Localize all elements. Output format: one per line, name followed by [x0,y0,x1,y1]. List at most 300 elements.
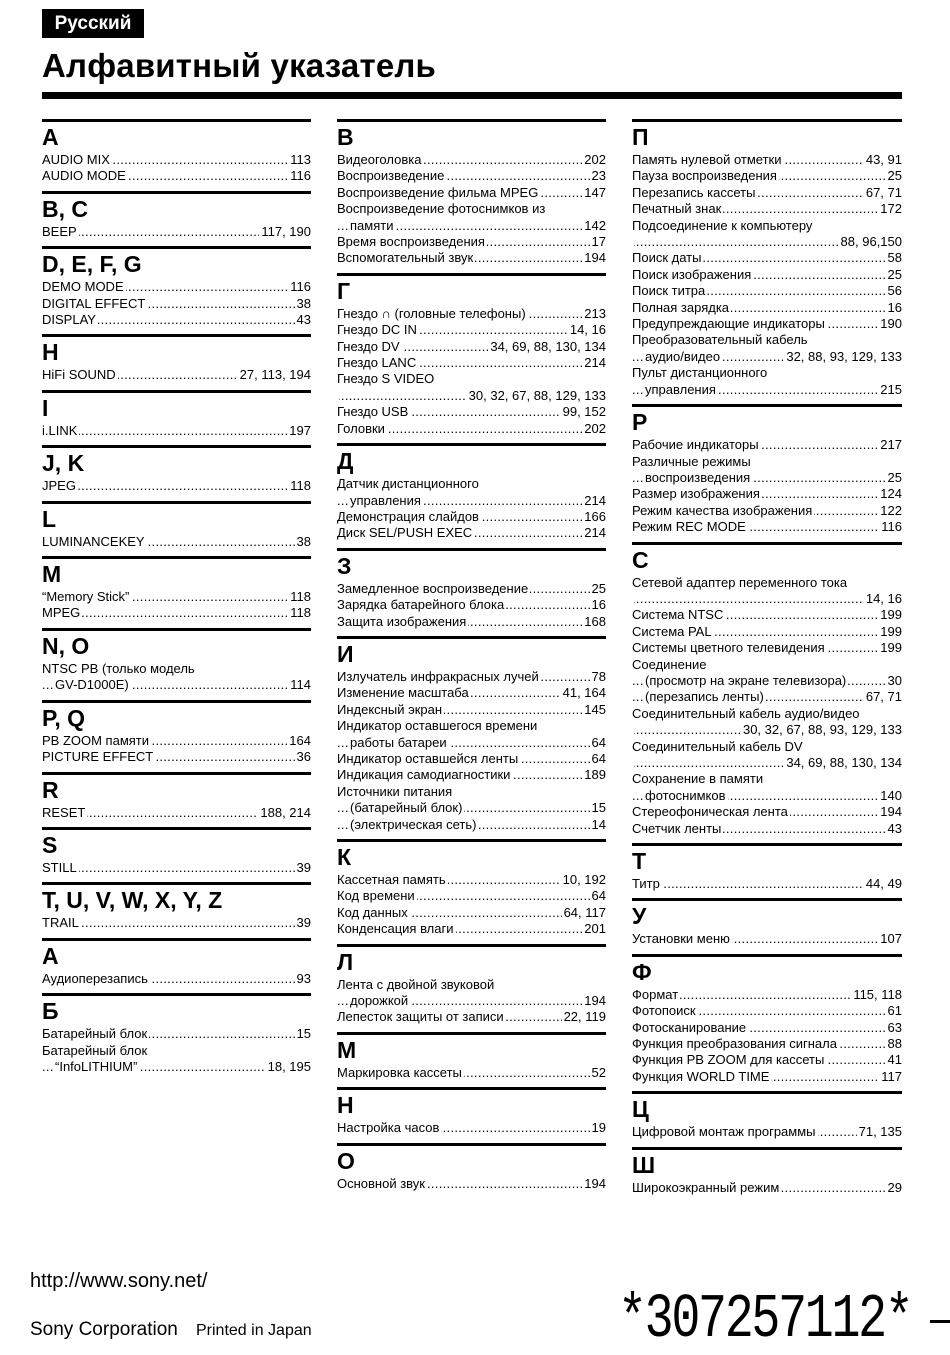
index-entry [337,201,606,217]
index-section [632,898,902,947]
entry-text: Источники питания [337,783,453,799]
index-column-2 [337,119,606,1198]
entry-text: Печатный знак [632,201,722,217]
entry-pages: 197 [289,422,311,438]
entry-text: Лента с двойной звуковой [337,976,495,992]
entry-text: Изменение масштаба [337,685,469,701]
index-entry [337,306,606,322]
entry-pages: 32, 88, 93, 129, 133 [786,348,902,364]
entry-text: воспроизведения [645,469,751,485]
index-entry [632,624,902,640]
entry-pages: 122 [880,502,902,518]
entry-text: памяти [350,217,394,233]
index-entry [337,234,606,250]
entry-pages: 142 [584,217,606,233]
index-column-1 [42,119,311,1081]
entry-text: Лепесток защиты от записи [337,1009,504,1025]
index-entry [337,702,606,718]
index-entry [632,1052,902,1068]
entry-text: Цифровой монтаж программы [632,1124,816,1140]
website-url[interactable]: http://www.sony.net/ [30,1270,208,1292]
section-letter: Л [337,948,354,975]
entry-pages: 217 [880,437,902,453]
entry-pages: 115, 118 [853,986,902,1002]
entry-text: PICTURE EFFECT [42,749,154,765]
index-column-3 [632,119,902,1202]
entry-text: Батарейный блок [42,1042,148,1058]
entry-pages: 213 [584,305,606,321]
entry-pages: 199 [880,640,902,656]
index-entry [632,300,902,316]
index-entry [337,493,606,509]
entry-text: “Memory Stick” [42,589,130,605]
entry-pages: 93 [296,970,311,986]
entry-text: Замедленное воспроизведение [337,580,529,596]
section-letter: У [632,903,647,930]
index-entry [337,977,606,993]
entry-text: (перезапись ленты) [645,689,764,705]
entry-pages: 194 [584,1175,606,1191]
entry-text: дорожкой [350,993,409,1009]
index-section [632,1091,902,1140]
entry-pages: 64 [591,888,606,904]
section-letter: И [337,640,354,667]
index-entry [632,1180,902,1196]
entry-text: Основной звук [337,1175,425,1191]
index-entry [42,423,311,439]
section-letter: I [42,394,49,421]
section-letter: Н [337,1092,354,1119]
entry-text: Системы цветного телевидения [632,640,825,656]
entry-text: JPEG [42,478,76,494]
entry-pages: ..... 34, 69, 88, 130, 134 [786,755,902,770]
entry-text: TRAIL [42,915,79,931]
section-letter: Д [337,448,354,475]
index-entry [337,185,606,201]
corner-mark [930,1320,950,1323]
entry-pages: 168 [584,613,606,629]
index-entry [337,872,606,888]
index-entry [632,722,902,738]
entry-pages: 118 [290,605,311,621]
entry-text: Время воспроизведения [337,234,485,250]
index-entry [337,218,606,234]
section-letter: К [337,844,352,870]
index-entry [632,607,902,623]
index-entry [337,404,606,420]
entry-pages: 164 [289,732,311,748]
entry-pages: 38 [296,295,311,311]
entry-text: DISPLAY [42,312,96,328]
entry-text: Батарейный блок [42,1026,148,1042]
index-section [42,938,311,987]
index-entry [632,519,902,535]
entry-text: Индикатор оставшегося времени [337,718,538,734]
index-entry [42,224,311,240]
entry-pages: 10, 192 [562,872,606,887]
index-entry [632,267,902,283]
index-entry [42,677,311,693]
entry-text: BEEP [42,223,77,239]
index-entry [42,152,311,168]
index-entry [632,382,902,398]
index-section [42,628,311,694]
section-letter: N, O [42,632,90,659]
entry-text: Перезапись кассеты [632,184,756,200]
entry-text: Пульт дистанционного [632,365,768,381]
entry-pages: 113 [290,152,311,167]
entry-pages: 78 [591,668,606,684]
entry-text: Сетевой адаптер переменного тока [632,574,848,590]
entry-pages: 14 [591,816,606,832]
entry-text: Пауза воспроизведения [632,168,777,184]
index-entry [632,185,902,201]
entry-text: HiFi SOUND [42,367,116,383]
entry-pages: 18, 195 [267,1058,311,1074]
index-entry [337,1065,606,1081]
entry-text: Подсоединение к компьютеру [632,217,813,233]
index-section [337,944,606,1026]
entry-pages: 190 [880,316,902,332]
entry-text: Гнездо S VIDEO [337,371,435,387]
entry-pages: 25 [887,469,902,485]
index-entry [337,421,606,437]
entry-text: Демонстрация слайдов [337,508,479,524]
entry-spacer [632,591,634,606]
index-section [42,882,311,931]
page-title: Алфавитный указатель [42,47,437,84]
entry-text: DIGITAL EFFECT [42,295,146,311]
index-entry [632,575,902,591]
entry-text: Конденсация влаги [337,921,454,937]
index-entry [632,234,902,250]
entry-text: Фотосканирование [632,1019,747,1035]
index-section [632,404,902,535]
corporation-name: Sony Corporation [30,1319,178,1340]
index-entry [632,591,902,607]
index-section [337,548,606,630]
entry-pages: 118 [290,589,311,605]
entry-text: Диск SEL/PUSH EXEC [337,525,473,541]
index-entry [337,735,606,751]
entry-pages: 56 [887,283,902,299]
entry-pages: 19 [591,1120,606,1136]
entry-text: Гнездо DV [337,338,400,354]
entry-pages: 16 [887,299,902,315]
index-section [42,827,311,876]
entry-pages: 117 [881,1068,902,1084]
title-rule [42,92,902,99]
index-section [337,1087,606,1136]
entry-pages: 124 [880,486,902,502]
entry-pages: 30 [887,672,902,688]
index-entry [337,921,606,937]
entry-pages: 107 [880,931,902,947]
index-entry [632,1069,902,1085]
entry-text: Воспроизведение фотоснимков из [337,201,546,217]
entry-text: управления [645,381,716,397]
index-entry [42,534,311,550]
entry-pages: 29 [887,1179,902,1195]
entry-pages: 43 [296,312,311,328]
index-entry [337,322,606,338]
index-entry [632,876,902,892]
entry-pages: 25 [887,168,902,184]
entry-pages: 188, 214 [260,804,311,820]
index-entry [632,657,902,673]
entry-pages: 194 [584,250,606,266]
index-section [42,445,311,494]
index-entry [337,767,606,783]
index-entry [337,669,606,685]
index-section [337,636,606,833]
entry-text: Рабочие индикаторы [632,437,759,453]
section-letter: О [337,1147,355,1174]
entry-text: Титр [632,876,660,892]
entry-spacer [632,234,634,249]
index-entry [337,718,606,734]
index-section [632,542,902,838]
entry-text: Режим REC MODE [632,519,746,535]
language-tab: Русский [42,9,144,38]
entry-spacer [632,755,634,770]
entry-pages: 44, 49 [865,876,902,892]
entry-text: Зарядка батарейного блока [337,597,505,613]
entry-pages: 116 [290,279,311,295]
entry-text: Воспроизведение фильма MPEG [337,184,539,200]
entry-pages: 41 [887,1052,902,1068]
entry-pages: 41, 164 [562,685,606,701]
entry-pages: 25 [887,266,902,282]
entry-text: MPEG [42,605,81,621]
index-entry [337,355,606,371]
index-entry [337,1120,606,1136]
section-letter: П [632,124,649,150]
entry-text: Размер изображения [632,486,760,502]
entry-pages: 215 [880,381,902,397]
entry-text: Индексный экран [337,701,443,717]
entry-pages: 25 [591,580,606,596]
index-entry [337,614,606,630]
entry-pages: 202 [584,152,606,167]
index-entry [337,388,606,404]
section-letter: А [42,942,59,969]
entry-pages: 166 [584,508,606,524]
index-section [42,191,311,240]
entry-pages: 14, 16 [569,322,606,338]
entry-text: (просмотр на экране телевизора) [645,672,847,688]
entry-text: Код времени [337,888,415,904]
index-section [42,772,311,821]
entry-pages: 61 [887,1003,902,1019]
index-entry [42,733,311,749]
entry-text: NTSC PB (только модель [42,660,195,676]
index-entry [632,821,902,837]
section-letter: Ф [632,958,652,985]
entry-text: Стереофоническая лента [632,804,788,820]
entry-text: Датчик дистанционного [337,476,479,492]
entry-text: Излучатель инфракрасных лучей [337,668,539,684]
index-entry [632,316,902,332]
index-entry [632,931,902,947]
index-entry [42,312,311,328]
index-section [42,246,311,328]
entry-pages: 99, 152 [562,404,606,420]
entry-pages: 194 [584,993,606,1009]
entry-text: i.LINK [42,422,78,438]
index-entry [632,706,902,722]
entry-pages: ..... 14, 16 [865,590,902,606]
index-entry [632,689,902,705]
entry-text: Фотопоиск [632,1003,696,1019]
entry-text: аудио/видео [645,348,721,364]
index-entry [632,250,902,266]
index-entry [42,296,311,312]
index-section [632,843,902,892]
entry-pages: 23 [591,168,606,184]
entry-pages: 114 [290,677,311,693]
index-entry [337,905,606,921]
entry-text: AUDIO MODE [42,168,126,184]
entry-pages: 214 [584,355,606,371]
index-entry [632,168,902,184]
index-section [42,119,311,185]
entry-text: Счетчик ленты [632,820,722,836]
entry-pages: 88 [887,1036,902,1052]
index-entry [632,486,902,502]
entry-text: Поиск даты [632,250,702,266]
entry-pages: ..... 88, 96,150 [840,234,902,250]
entry-pages: 34, 69, 88, 130, 134 [490,338,606,354]
section-letter: Р [632,409,648,436]
section-letter: B, C [42,195,88,222]
entry-text: PB ZOOM памяти [42,732,150,748]
entry-pages: 64, 117 [563,904,606,920]
entry-text: (батарейный блок) [350,800,463,816]
index-entry [337,993,606,1009]
index-entry [42,749,311,765]
index-entry [42,589,311,605]
entry-pages: 39 [296,915,311,931]
section-letter: D, E, F, G [42,251,142,278]
index-entry [632,739,902,755]
index-section [42,334,311,383]
entry-text: “InfoLITHIUM” [55,1058,138,1074]
index-entry [337,152,606,168]
section-letter: С [632,546,649,573]
index-section [632,1147,902,1196]
section-letter: M [42,561,62,588]
section-letter: T, U, V, W, X, Y, Z [42,887,223,914]
part-number-code: *307257112* [618,1284,912,1355]
index-entry [42,168,311,184]
entry-pages: 15 [591,800,606,816]
entry-text: Предупреждающие индикаторы [632,316,825,332]
entry-text: Гнездо DC IN [337,322,417,338]
entry-pages: 199 [880,607,902,623]
entry-text: Вспомогательный звук [337,250,474,266]
index-entry [42,1059,311,1075]
index-entry [42,860,311,876]
entry-text: Установки меню [632,931,730,947]
index-entry [42,367,311,383]
index-entry [632,470,902,486]
index-entry [337,751,606,767]
entry-text: Аудиоперезапись [42,970,148,986]
entry-pages: 214 [584,525,606,541]
entry-text: работы батареи [350,734,447,750]
index-entry [337,597,606,613]
index-entry [42,279,311,295]
index-entry [42,971,311,987]
entry-text: Гнездо LANC [337,355,417,371]
section-letter: P, Q [42,704,86,731]
index-entry [632,788,902,804]
entry-pages: 214 [584,492,606,508]
section-letter: R [42,776,59,803]
entry-pages: 27, 113, 194 [239,367,311,383]
index-section [42,556,311,622]
index-entry [632,1036,902,1052]
entry-pages: 140 [880,787,902,803]
entry-text: AUDIO MIX [42,152,110,167]
entry-pages: 147 [584,184,606,200]
entry-text: Система NTSC [632,607,724,623]
index-entry [337,888,606,904]
entry-pages: 39 [296,859,311,875]
index-section [42,993,311,1075]
entry-text: Память нулевой отметки [632,152,782,167]
entry-text: Функция PB ZOOM для кассеты [632,1052,825,1068]
index-entry [42,661,311,677]
section-letter: М [337,1036,357,1063]
entry-pages: 38 [296,533,311,549]
entry-text: Видеоголовка [337,152,422,167]
entry-pages: 64 [591,734,606,750]
entry-spacer [337,388,339,403]
entry-spacer [632,722,634,737]
index-entry [337,476,606,492]
section-letter: H [42,339,59,366]
entry-pages: 116 [881,519,902,535]
entry-text: Настройка часов [337,1120,440,1136]
section-letter: A [42,124,59,150]
entry-pages: 118 [290,478,311,494]
entry-pages: 71, 135 [858,1124,902,1140]
entry-text: управления [350,492,421,508]
section-letter: J, K [42,450,85,477]
printed-in: Printed in Japan [196,1322,312,1339]
section-letter: L [42,505,57,532]
index-section [42,501,311,550]
entry-text: Маркировка кассеты [337,1064,462,1080]
index-section [337,1032,606,1081]
entry-pages: 63 [887,1019,902,1035]
index-entry [632,349,902,365]
entry-text: LUMINANCEKEY [42,533,145,549]
entry-text: Соединение [632,656,707,672]
entry-pages: 116 [290,168,311,184]
index-entry [337,339,606,355]
entry-pages: 15 [296,1026,311,1042]
index-entry [337,1009,606,1025]
entry-text: Головки [337,420,385,436]
section-letter: З [337,552,352,579]
index-entry [42,805,311,821]
index-entry [632,1003,902,1019]
index-section [42,700,311,766]
section-letter: S [42,831,58,858]
